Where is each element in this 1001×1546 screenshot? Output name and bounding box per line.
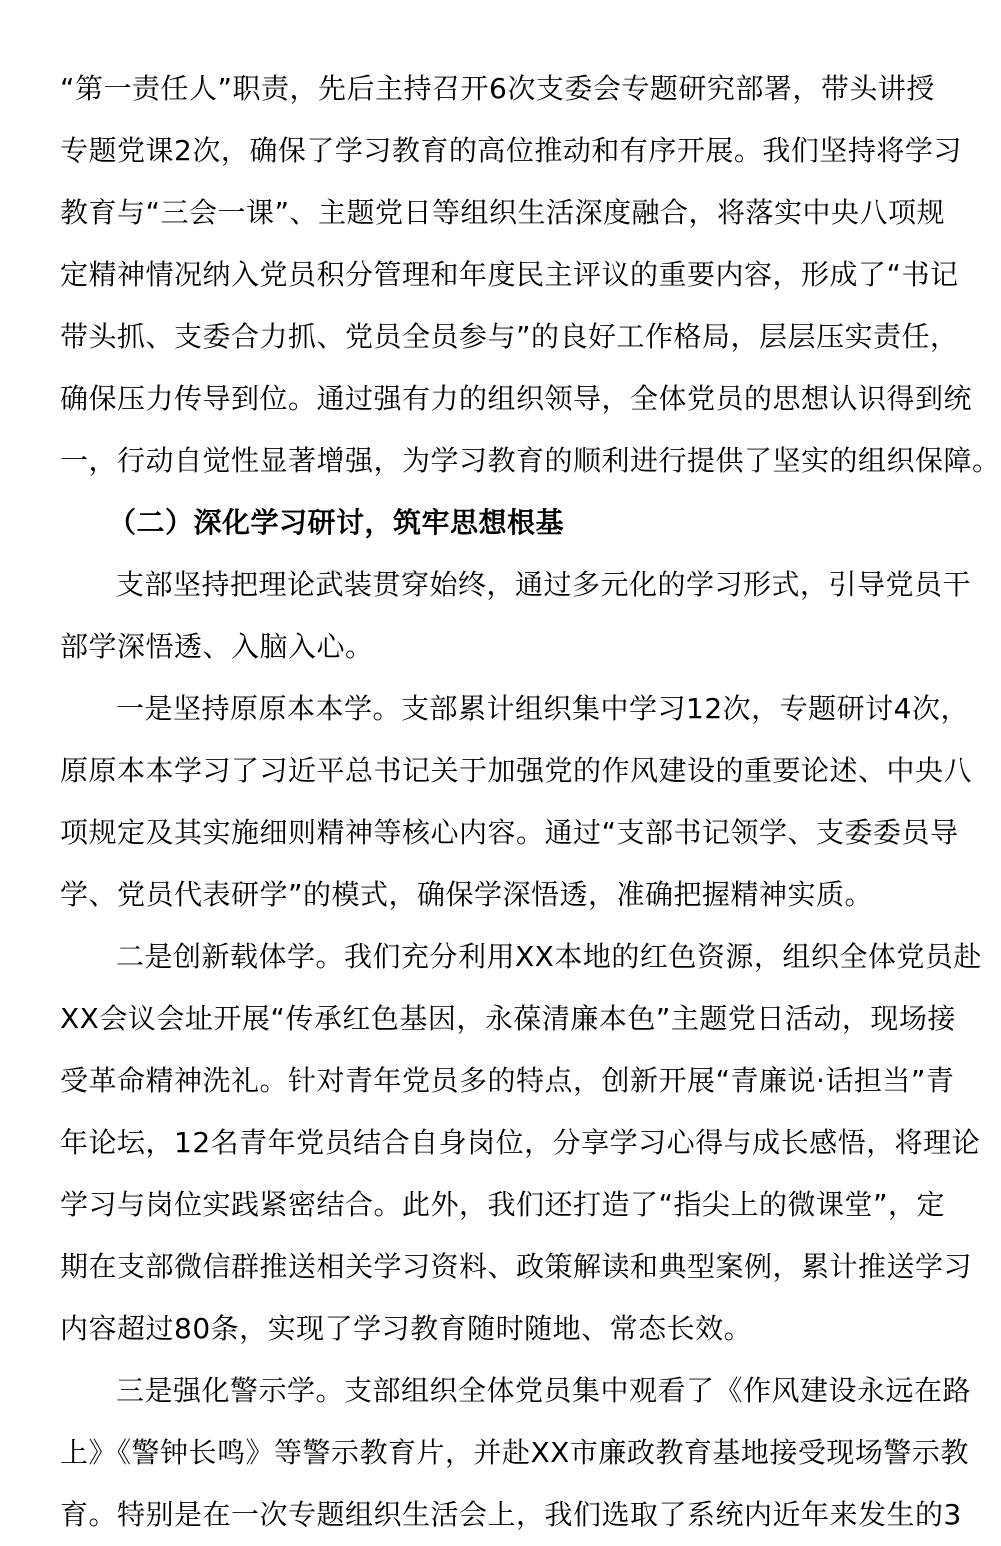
paragraph-first-line: 一是坚持原原本本学。支部累计组织集中学习12次，专题研讨4次， <box>116 692 969 725</box>
text-line: 学、党员代表研学”的模式，确保学深悟透，准确把握精神实质。 <box>60 878 874 911</box>
section-heading: （二）深化学习研讨，筑牢思想根基 <box>108 506 565 539</box>
paragraph-first-line: 三是强化警示学。支部组织全体党员集中观看了《作风建设永远在路 <box>116 1374 972 1407</box>
text-line: 一，行动自觉性显著增强，为学习教育的顺利进行提供了坚实的组织保障。 <box>60 444 1001 477</box>
text-line: 项规定及其实施细则精神等核心内容。通过“支部书记领学、支委委员导 <box>60 816 959 849</box>
text-line: 期在支部微信群推送相关学习资料、政策解读和典型案例，累计推送学习 <box>60 1250 973 1283</box>
text-line: 原原本本学习了习近平总书记关于加强党的作风建设的重要论述、中央八 <box>60 754 973 787</box>
text-line: “第一责任人”职责，先后主持召开6次支委会专题研究部署，带头讲授 <box>60 72 935 105</box>
paragraph-first-line: 二是创新载体学。我们充分利用XX本地的红色资源，组织全体党员赴 <box>116 940 982 973</box>
text-line: 确保压力传导到位。通过强有力的组织领导，全体党员的思想认识得到统 <box>60 382 973 415</box>
text-line: 专题党课2次，确保了学习教育的高位推动和有序开展。我们坚持将学习 <box>60 134 962 167</box>
text-line: 受革命精神洗礼。针对青年党员多的特点，创新开展“青廉说·话担当”青 <box>60 1064 955 1097</box>
text-line: XX会议会址开展“传承红色基因，永葆清廉本色”主题党日活动，现场接 <box>60 1002 956 1035</box>
document-page <box>60 58 1001 1546</box>
text-line: 上》《警钟长鸣》等警示教育片，并赴XX市廉政教育基地接受现场警示教 <box>60 1436 969 1469</box>
text-line: 带头抓、支委合力抓、党员全员参与”的良好工作格局，层层压实责任， <box>60 320 959 353</box>
paragraph-first-line: 支部坚持把理论武装贯穿始终，通过多元化的学习形式，引导党员干 <box>116 568 972 601</box>
text-line: 定精神情况纳入党员积分管理和年度民主评议的重要内容，形成了“书记 <box>60 258 959 291</box>
text-line: 学习与岗位实践紧密结合。此外，我们还打造了“指尖上的微课堂”，定 <box>60 1188 946 1221</box>
text-line: 育。特别是在一次专题组织生活会上，我们选取了系统内近年来发生的3 <box>60 1498 962 1531</box>
text-line: 教育与“三会一课”、主题党日等组织生活深度融合，将落实中央八项规 <box>60 196 946 229</box>
text-line: 内容超过80条，实现了学习教育随时随地、常态长效。 <box>60 1312 753 1345</box>
text-line: 部学深悟透、入脑入心。 <box>60 630 374 663</box>
text-line: 年论坛，12名青年党员结合自身岗位，分享学习心得与成长感悟，将理论 <box>60 1126 981 1159</box>
